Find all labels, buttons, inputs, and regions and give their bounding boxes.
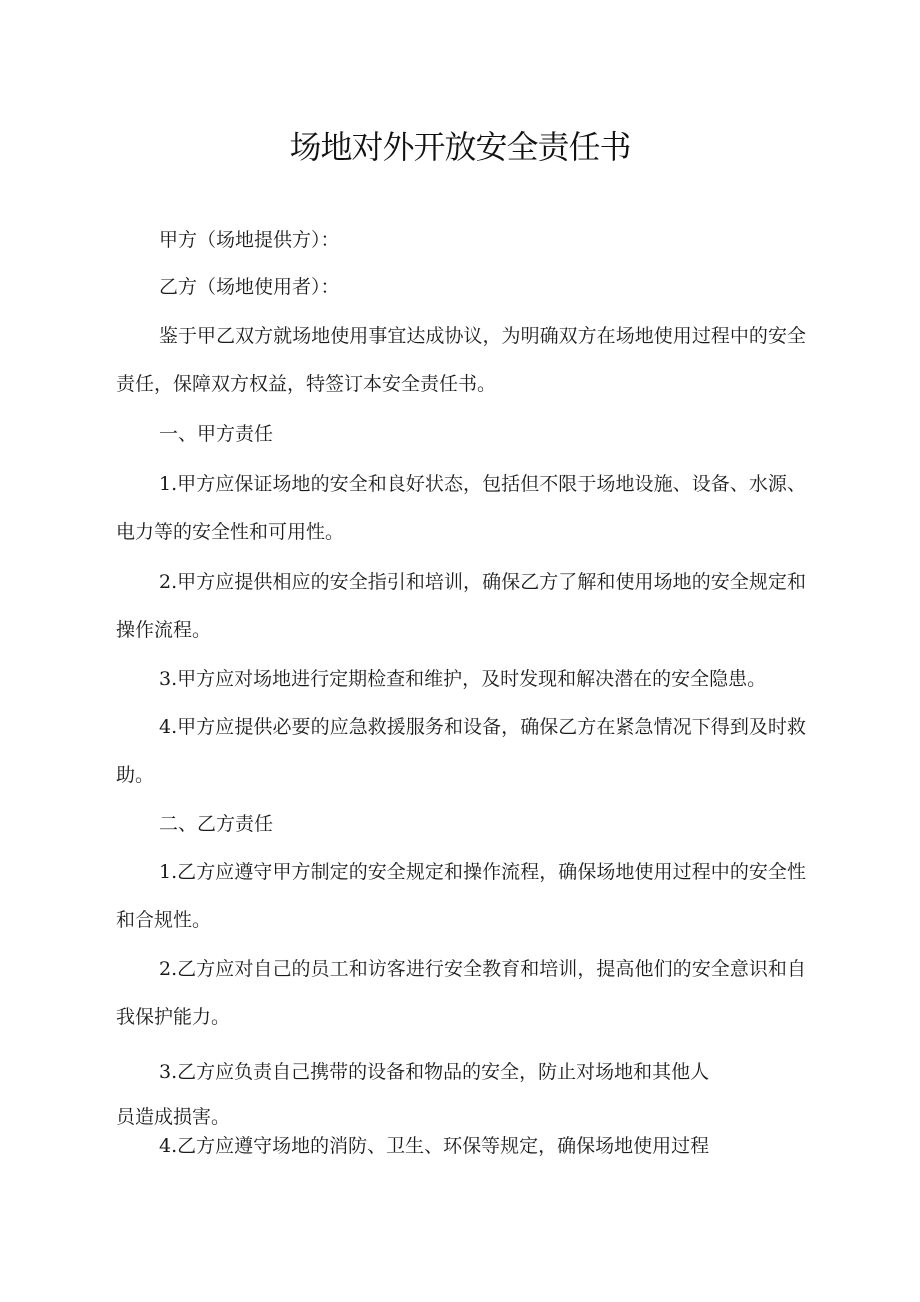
section-b-item-4-line-1: 4.乙方应遵守场地的消防、卫生、环保等规定，确保场地使用过程: [159, 1135, 710, 1157]
section-b-item-3-line-2: 员造成损害。: [116, 1106, 231, 1128]
section-a-item-1: 1.甲方应保证场地的安全和良好状态，包括但不限于场地设施、设备、水源、电力等的安全性和可用性。: [116, 473, 806, 543]
section-a-item-2: 2.甲方应提供相应的安全指引和培训，确保乙方了解和使用场地的安全规定和操作流程。: [116, 571, 806, 641]
section-b-heading: 二、乙方责任: [159, 813, 274, 835]
section-a-item-4: 4.甲方应提供必要的应急救援服务和设备，确保乙方在紧急情况下得到及时救助。: [116, 716, 806, 786]
section-a-item-3: 3.甲方应对场地进行定期检查和维护，及时发现和解决潜在的安全隐患。: [159, 668, 767, 690]
party-a-line: 甲方（场地提供方）：: [159, 229, 340, 251]
section-b-item-1: 1.乙方应遵守甲方制定的安全规定和操作流程，确保场地使用过程中的安全性和合规性。: [116, 861, 806, 931]
section-a-heading: 一、甲方责任: [159, 423, 274, 445]
party-b-line: 乙方（场地使用者）：: [159, 276, 340, 298]
section-b-item-2: 2.乙方应对自己的员工和访客进行安全教育和培训，提高他们的安全意识和自我保护能力。: [116, 958, 806, 1028]
section-b-item-3-line-1: 3.乙方应负责自己携带的设备和物品的安全，防止对场地和其他人: [159, 1061, 710, 1083]
preamble-paragraph: 鉴于甲乙双方就场地使用事宜达成协议，为明确双方在场地使用过程中的安全责任，保障双方权益，特签订本安全责任书。: [116, 325, 806, 395]
document-title: 场地对外开放安全责任书: [289, 128, 631, 166]
